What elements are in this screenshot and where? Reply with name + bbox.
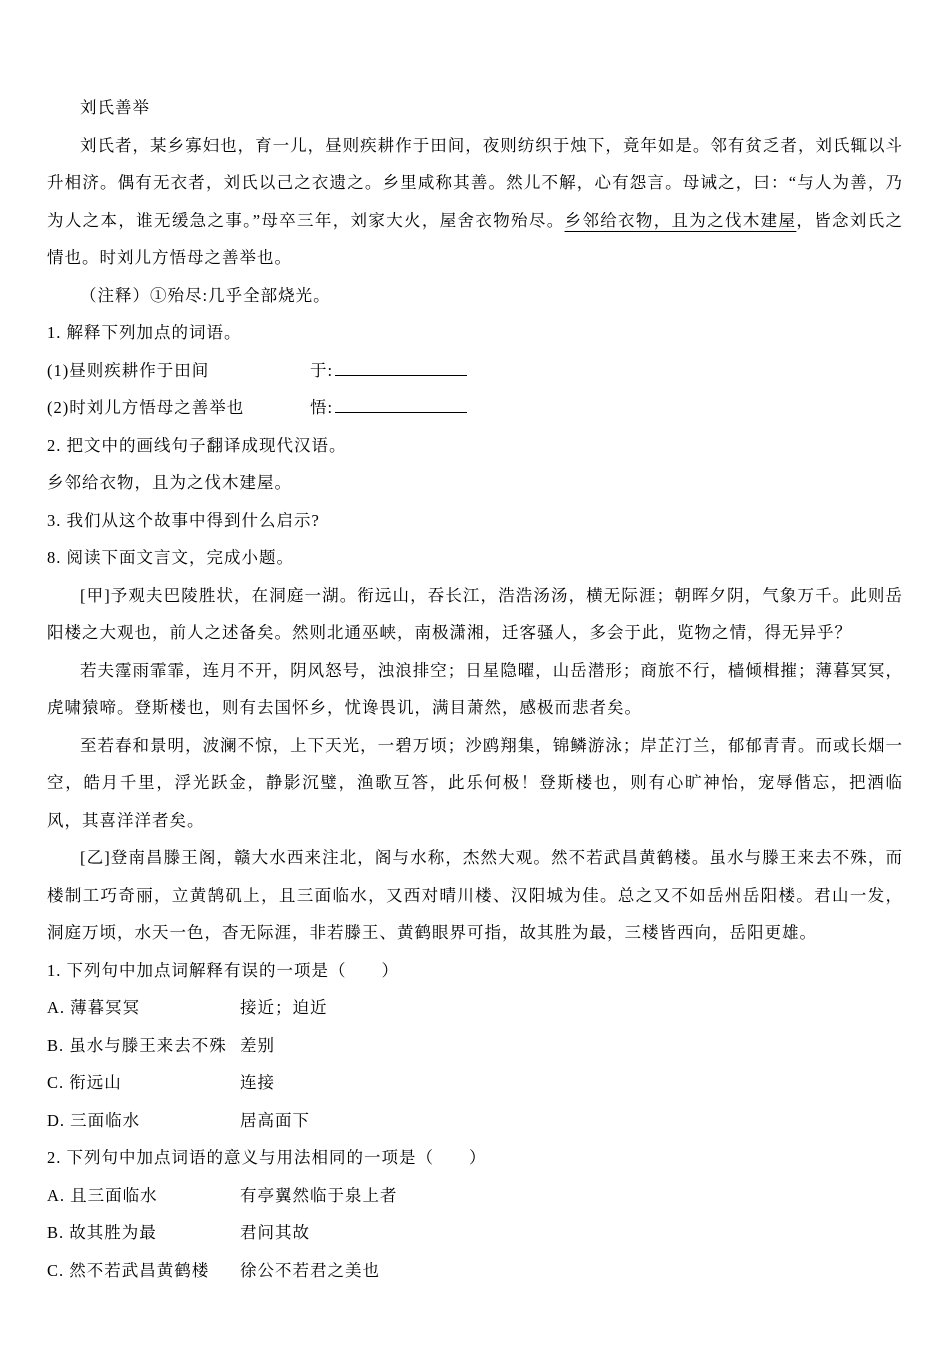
question-1-item-2-word: 悟: (310, 398, 334, 417)
reading-question-1-option-c-phrase: C. 衔远山 (47, 1073, 122, 1092)
question-1-item-2-phrase: (2)时刘儿方悟母之善举也 (47, 398, 245, 417)
question-8-stem: 8. 阅读下面文言文，完成小题。 (47, 548, 294, 567)
question-1-item-1 (47, 352, 903, 390)
passage-liushi (47, 127, 903, 277)
reading-question-1-option-a-meaning: 接近；迫近 (240, 998, 328, 1017)
reading-question-2-option-c-phrase: C. 然不若武昌黄鹤楼 (47, 1260, 210, 1280)
reading-question-2-option-a-phrase: A. 且三面临水 (47, 1185, 158, 1205)
reading-question-2-option-b-compare: 君问其故 (240, 1223, 310, 1242)
reading-question-1-option-c-meaning: 连接 (240, 1073, 275, 1092)
passage-yi-paragraph: [乙]登南昌滕王阁，赣大水西来注北，阁与水称，杰然大观。然不若武昌黄鹤楼。虽水与滕王来去不殊，而楼制工巧奇丽，立黄鹄矶上，且三面临水，又西对晴川楼、汉阳城为佳。总之又不如岳州岳阳楼。君山一发，洞庭万顷，水天一色，杳无际涯，非若滕王、黄鹤眼界可指，故其胜为最，三楼皆西向，岳阳更雄。 (47, 848, 903, 942)
question-3-stem: 3. 我们从这个故事中得到什么启示? (47, 510, 320, 530)
reading-question-1-option-a (47, 989, 903, 1027)
question-1-stem: 1. 解释下列加点的词语。 (47, 323, 242, 342)
passage-liushi-part2: ，皆念刘氏之情也。时刘儿方悟母之善举也。 (47, 210, 904, 267)
question-2-sentence: 乡邻给衣物，且为之伐木建屋。 (47, 473, 292, 492)
passage-liushi-underlined-sentence: 乡邻给衣物，且为之伐木建屋 (564, 210, 797, 230)
question-1-item-2 (47, 389, 903, 427)
passage-liushi-part1: 刘氏者，某乡寡妇也，育一儿，昼则疾耕作于田间，夜则纺织于烛下，竟年如是。邻有贫乏者，刘氏辄以斗升相济。偶有无衣者，刘氏以己之衣遗之。乡里咸称其善。然儿不解，心有怨言。母诫之，曰：“与人为善，乃为人之本，谁无缓急之事。”母卒三年，刘家大火，屋舍衣物殆尽。 (47, 135, 903, 230)
passage-note: （注释）①殆尽:几乎全部烧光。 (80, 285, 331, 305)
reading-question-2-stem: 2. 下列句中加点词语的意义与用法相同的一项是（ ） (47, 1148, 487, 1167)
question-1-item-1-word: 于: (310, 360, 334, 380)
passage-title: 刘氏善举 (80, 98, 150, 117)
reading-question-1-option-b (47, 1027, 903, 1065)
question-2-stem: 2. 把文中的画线句子翻译成现代汉语。 (47, 435, 347, 455)
question-1-item-1-answer-blank (335, 359, 467, 376)
reading-question-2-option-b (47, 1214, 903, 1252)
reading-question-1-option-b-phrase: B. 虽水与滕王来去不殊 (47, 1035, 227, 1055)
reading-question-1-stem: 1. 下列句中加点词解释有误的一项是（ ） (47, 960, 399, 980)
reading-question-1-option-d-meaning: 居高面下 (240, 1110, 310, 1130)
question-1-item-1-phrase: (1)昼则疾耕作于田间 (47, 360, 210, 380)
reading-question-1-option-b-meaning: 差别 (240, 1035, 275, 1055)
reading-question-2-option-b-phrase: B. 故其胜为最 (47, 1223, 157, 1242)
reading-question-2-option-c (47, 1252, 903, 1290)
reading-question-1-option-d (47, 1102, 903, 1140)
passage-jia-paragraph-2: 若夫霪雨霏霏，连月不开，阴风怒号，浊浪排空；日星隐曜，山岳潜形；商旅不行，樯倾楫摧；薄暮冥冥，虎啸猿啼。登斯楼也，则有去国怀乡，忧谗畏讥，满目萧然，感极而悲者矣。 (47, 660, 903, 717)
reading-question-2-option-a (47, 1177, 903, 1215)
passage-jia-paragraph-3: 至若春和景明，波澜不惊，上下天光，一碧万顷；沙鸥翔集，锦鳞游泳；岸芷汀兰，郁郁青青。而或长烟一空，皓月千里，浮光跃金，静影沉璧，渔歌互答，此乐何极！登斯楼也，则有心旷神怡，宠辱偕忘，把酒临风，其喜洋洋者矣。 (47, 735, 903, 830)
reading-question-2-option-a-compare: 有亭翼然临于泉上者 (240, 1185, 398, 1205)
reading-question-1-option-d-phrase: D. 三面临水 (47, 1110, 141, 1130)
reading-question-1-option-c (47, 1064, 903, 1102)
reading-question-1-option-a-phrase: A. 薄暮冥冥 (47, 998, 141, 1017)
passage-jia-paragraph-1: [甲]予观夫巴陵胜状，在洞庭一湖。衔远山，吞长江，浩浩汤汤，横无际涯；朝晖夕阴，气象万千。此则岳阳楼之大观也，前人之述备矣。然则北通巫峡，南极潇湘，迁客骚人，多会于此，览物之情，得无异乎？ (47, 585, 903, 642)
question-1-item-2-answer-blank (335, 397, 467, 414)
reading-question-2-option-c-compare: 徐公不若君之美也 (240, 1260, 380, 1280)
